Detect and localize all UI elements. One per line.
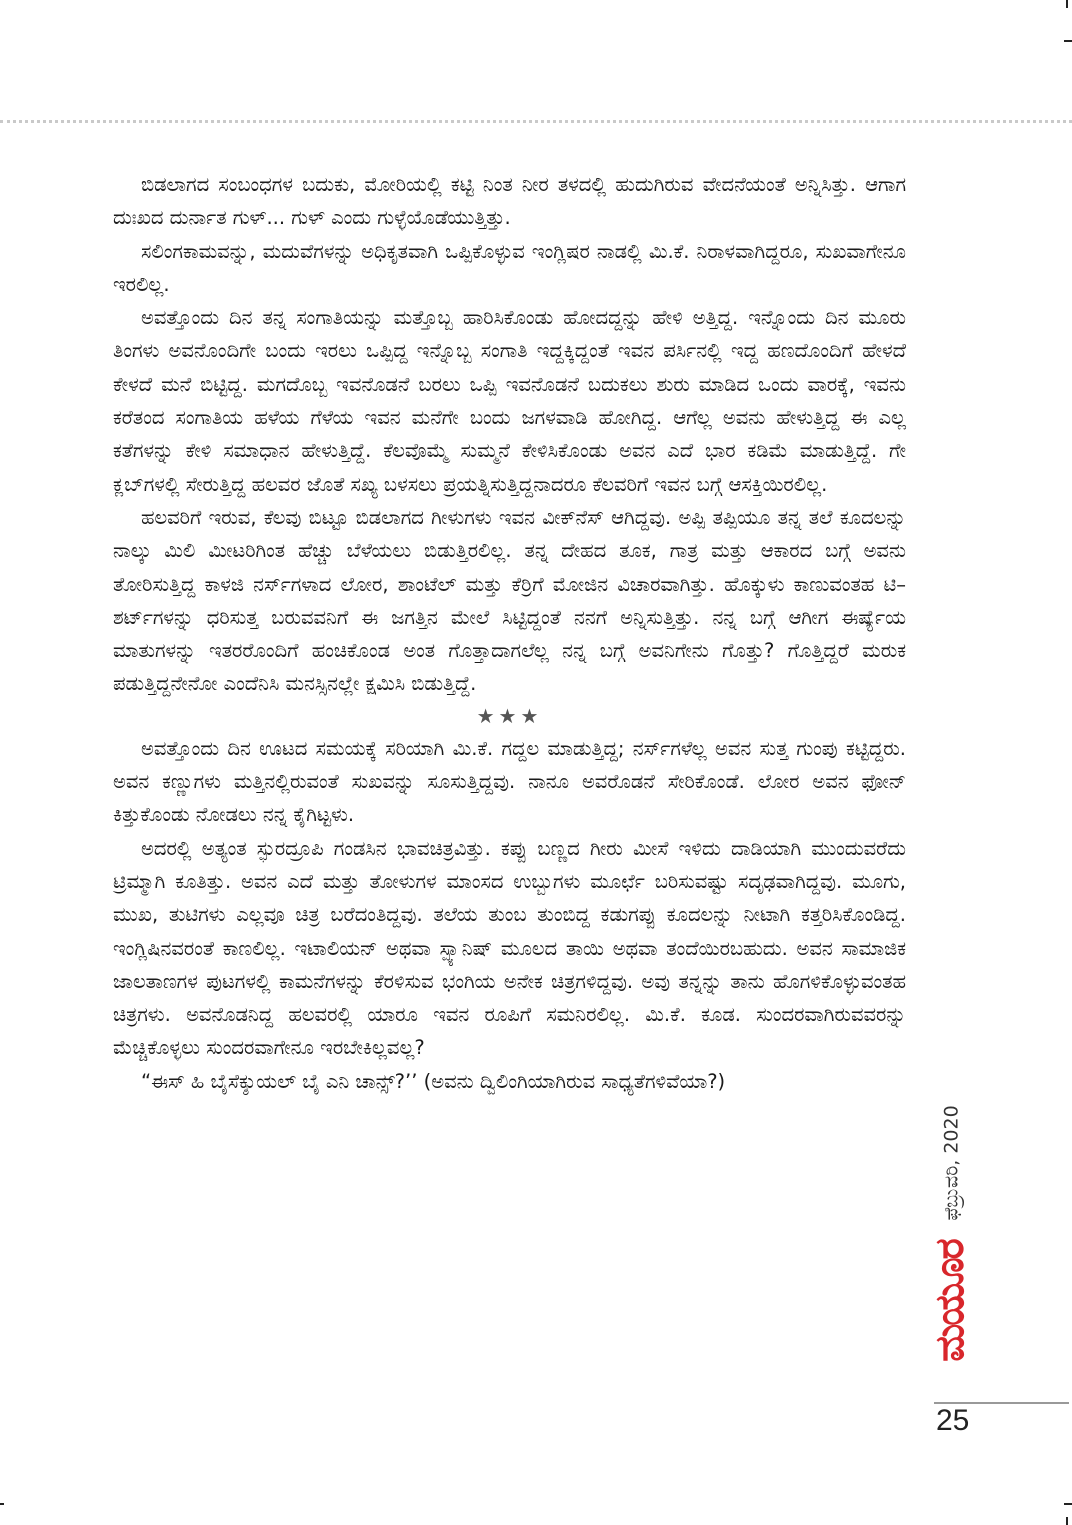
- page-number: 25: [936, 1404, 970, 1437]
- paragraph: ಬಿಡಲಾಗದ ಸಂಬಂಧಗಳ ಬದುಕು, ಮೋರಿಯಲ್ಲಿ ಕಟ್ಟಿ ನಿಂತ ನೀರ ತಳದಲ್ಲಿ ಹುದುಗಿರುವ ವೇದನೆಯಂತೆ ಅನ್ನಿಸಿತ್ತು. ಆಗಾಗ ದುಃಖದ ದುರ್ನಾತ ಗುಳ್... ಗುಳ್ ಎಂದು ಗುಳ್ಳೆಯೊಡೆಯುತ್ತಿತ್ತು.: [113, 173, 906, 230]
- crop-mark: [1066, 0, 1068, 8]
- paragraph: “ಈಸ್ ಹಿ ಬೈಸೆಕ್ಶುಯಲ್ ಬೈ ಎನಿ ಚಾನ್ಸ್?’’ (ಅವನು ದ್ವಿಲಿಂಗಿಯಾಗಿರುವ ಸಾಧ್ಯತೆಗಳಿವೆಯಾ?): [141, 1069, 726, 1093]
- crop-mark: [1066, 1517, 1068, 1525]
- section-separator: ★★★: [476, 703, 543, 728]
- header-dotted-rule: [0, 120, 1072, 123]
- paragraph: ಅವತ್ತೊಂದು ದಿನ ತನ್ನ ಸಂಗಾತಿಯನ್ನು ಮತ್ತೊಬ್ಬ ಹಾರಿಸಿಕೊಂಡು ಹೋದದ್ದನ್ನು ಹೇಳಿ ಅತ್ತಿದ್ದ. ಇನ್ನೊಂದು ದಿನ ಮೂರು ತಿಂಗಳು ಅವನೊಂದಿಗೇ ಬಂದು ಇರಲು ಒಪ್ಪಿದ್ದ ಇನ್ನೊಬ್ಬ ಸಂಗಾತಿ ಇದ್ದಕ್ಕಿದ್ದಂತೆ ಇವನ ಪರ್ಸಿನಲ್ಲಿ ಇದ್ದ ಹಣದೊಂದಿಗೆ ಹೇಳದೆ ಕೇಳದೆ ಮನೆ ಬಿಟ್ಟಿದ್ದ. ಮಗದೊಬ್ಬ ಇವನೊಡನೆ ಬರಲು ಒಪ್ಪಿ ಇವನೊಡನೆ ಬದುಕಲು ಶುರು ಮಾಡಿದ ಒಂದು ವಾರಕ್ಕೆ, ಇವನು ಕರೆತಂದ ಸಂಗಾತಿಯ ಹಳೆಯ ಗೆಳೆಯ ಇವನ ಮನೆಗೇ ಬಂದು ಜಗಳವಾಡಿ ಹೋಗಿದ್ದ. ಆಗೆಲ್ಲ ಅವನು ಹೇಳುತ್ತಿದ್ದ ಈ ಎಲ್ಲ ಕತೆಗಳನ್ನು ಕೇಳಿ ಸಮಾಧಾನ ಹೇಳುತ್ತಿದ್ದೆ. ಕೆಲವೊಮ್ಮೆ ಸುಮ್ಮನೆ ಕೇಳಿಸಿಕೊಂಡು ಅವನ ಎದೆ ಭಾರ ಕಡಿಮೆ ಮಾಡುತ್ತಿದ್ದೆ. ಗೇ ಕ್ಲಬ್‌ಗಳಲ್ಲಿ ಸೇರುತ್ತಿದ್ದ ಹಲವರ ಜೊತೆ ಸಖ್ಯ ಬಳಸಲು ಪ್ರಯತ್ನಿಸುತ್ತಿದ್ದನಾದರೂ ಕೆಲವರಿಗೆ ಇವನ ಬಗ್ಗೆ ಆಸಕ್ತಿಯಿರಲಿಲ್ಲ.: [113, 306, 906, 496]
- paragraph: ಸಲಿಂಗಕಾಮವನ್ನು, ಮದುವೆಗಳನ್ನು ಅಧಿಕೃತವಾಗಿ ಒಪ್ಪಿಕೊಳ್ಳುವ ಇಂಗ್ಲಿಷರ ನಾಡಲ್ಲಿ ಮಿ.ಕೆ. ನಿರಾಳವಾಗಿದ್ದರೂ, ಸುಖವಾಗೇನೂ ಇರಲಿಲ್ಲ.: [113, 239, 906, 296]
- paragraph: ಹಲವರಿಗೆ ಇರುವ, ಕೆಲವು ಬಿಟ್ಟೂ ಬಿಡಲಾಗದ ಗೀಳುಗಳು ಇವನ ವೀಕ್‌ನೆಸ್ ಆಗಿದ್ದವು. ಅಪ್ಪಿ ತಪ್ಪಿಯೂ ತನ್ನ ತಲೆ ಕೂದಲನ್ನು ನಾಲ್ಕು ಮಿಲಿ ಮೀಟರಿಗಿಂತ ಹೆಚ್ಚು ಬೆಳೆಯಲು ಬಿಡುತ್ತಿರಲಿಲ್ಲ. ತನ್ನ ದೇಹದ ತೂಕ, ಗಾತ್ರ ಮತ್ತು ಆಕಾರದ ಬಗ್ಗೆ ಅವನು ತೋರಿಸುತ್ತಿದ್ದ ಕಾಳಜಿ ನರ್ಸ್‌ಗಳಾದ ಲೋರ, ಶಾಂಟೆಲ್ ಮತ್ತು ಕೆರ್ರಿಗೆ ಮೋಜಿನ ವಿಚಾರವಾಗಿತ್ತು. ಹೊಕ್ಕುಳು ಕಾಣುವಂತಹ ಟಿ–ಶರ್ಟ್‌ಗಳನ್ನು ಧರಿಸುತ್ತ ಬರುವವನಿಗೆ ಈ ಜಗತ್ತಿನ ಮೇಲೆ ಸಿಟ್ಟಿದ್ದಂತೆ ನನಗೆ ಅನ್ನಿಸುತ್ತಿತ್ತು. ನನ್ನ ಬಗ್ಗೆ ಆಗೀಗ ಈರ್ಷ್ಯೆಯ ಮಾತುಗಳನ್ನು ಇತರರೊಂದಿಗೆ ಹಂಚಿಕೊಂಡ ಅಂತ ಗೊತ್ತಾದಾಗಲೆಲ್ಲ ನನ್ನ ಬಗ್ಗೆ ಅವನಿಗೇನು ಗೊತ್ತು? ಗೊತ್ತಿದ್ದರೆ ಮರುಕ ಪಡುತ್ತಿದ್ದನೇನೋ ಎಂದೆನಿಸಿ ಮನಸ್ಸಿನಲ್ಲೇ ಕ್ಷಮಿಸಿ ಬಿಡುತ್ತಿದ್ದೆ.: [113, 505, 906, 696]
- magazine-logo-text: ಮಯೂರ: [927, 1240, 973, 1362]
- paragraph: ಅದರಲ್ಲಿ ಅತ್ಯಂತ ಸ್ಫುರದ್ರೂಪಿ ಗಂಡಸಿನ ಭಾವಚಿತ್ರವಿತ್ತು. ಕಪ್ಪು ಬಣ್ಣದ ಗೀರು ಮೀಸೆ ಇಳಿದು ದಾಡಿಯಾಗಿ ಮುಂದುವರೆದು ಟ್ರಿಮ್ಮಾಗಿ ಕೂತಿತ್ತು. ಅವನ ಎದೆ ಮತ್ತು ತೋಳುಗಳ ಮಾಂಸದ ಉಬ್ಬುಗಳು ಮೂರ್ಛೆ ಬರಿಸುವಷ್ಟು ಸದೃಢವಾಗಿದ್ದವು. ಮೂಗು, ಮುಖ, ತುಟಿಗಳು ಎಲ್ಲವೂ ಚಿತ್ರ ಬರೆದಂತಿದ್ದವು. ತಲೆಯ ತುಂಬ ತುಂಬಿದ್ದ ಕಡುಗಪ್ಪು ಕೂದಲನ್ನು ನೀಟಾಗಿ ಕತ್ತರಿಸಿಕೊಂಡಿದ್ದ. ಇಂಗ್ಲಿಷಿನವರಂತೆ ಕಾಣಲಿಲ್ಲ. ಇಟಾಲಿಯನ್ ಅಥವಾ ಸ್ಪ್ಯಾನಿಷ್ ಮೂಲದ ತಾಯಿ ಅಥವಾ ತಂದೆಯಿರಬಹುದು. ಅವನ ಸಾಮಾಜಿಕ ಜಾಲತಾಣಗಳ ಪುಟಗಳಲ್ಲಿ ಕಾಮನೆಗಳನ್ನು ಕೆರಳಿಸುವ ಭಂಗಿಯ ಅನೇಕ ಚಿತ್ರಗಳಿದ್ದವು. ಅವು ತನ್ನನ್ನು ತಾನು ಹೊಗಳಿಕೊಳ್ಳುವಂತಹ ಚಿತ್ರಗಳು. ಅವನೊಡನಿದ್ದ ಹಲವರಲ್ಲಿ ಯಾರೂ ಇವನ ರೂಪಿಗೆ ಸಮನಿರಲಿಲ್ಲ. ಮಿ.ಕೆ. ಕೂಡ. ಸುಂದರವಾಗಿರುವವರನ್ನು ಮೆಚ್ಚಿಕೊಳ್ಳಲು ಸುಂದರವಾಗೇನೂ ಇರಬೇಕಿಲ್ಲವಲ್ಲ?: [113, 836, 906, 1060]
- paragraph: ಅವತ್ತೊಂದು ದಿನ ಊಟದ ಸಮಯಕ್ಕೆ ಸರಿಯಾಗಿ ಮಿ.ಕೆ. ಗದ್ದಲ ಮಾಡುತ್ತಿದ್ದ; ನರ್ಸ್‌ಗಳೆಲ್ಲ ಅವನ ಸುತ್ತ ಗುಂಪು ಕಟ್ಟಿದ್ದರು. ಅವನ ಕಣ್ಣುಗಳು ಮತ್ತಿನಲ್ಲಿರುವಂತೆ ಸುಖವನ್ನು ಸೂಸುತ್ತಿದ್ದವು. ನಾನೂ ಅವರೊಡನೆ ಸೇರಿಕೊಂಡೆ. ಲೋರ ಅವನ ಫೋನ್ ಕಿತ್ತುಕೊಂಡು ನೋಡಲು ನನ್ನ ಕೈಗಿಟ್ಟಳು.: [113, 736, 906, 827]
- article-body: [113, 168, 906, 1098]
- issue-date: [936, 1098, 968, 1228]
- issue-date-text: ಫೆಬ್ರುವರಿ, 2020: [941, 1105, 963, 1221]
- crop-mark: [1064, 1503, 1072, 1505]
- crop-mark: [0, 1503, 4, 1505]
- magazine-logo: [928, 1226, 972, 1376]
- crop-mark: [1064, 40, 1072, 42]
